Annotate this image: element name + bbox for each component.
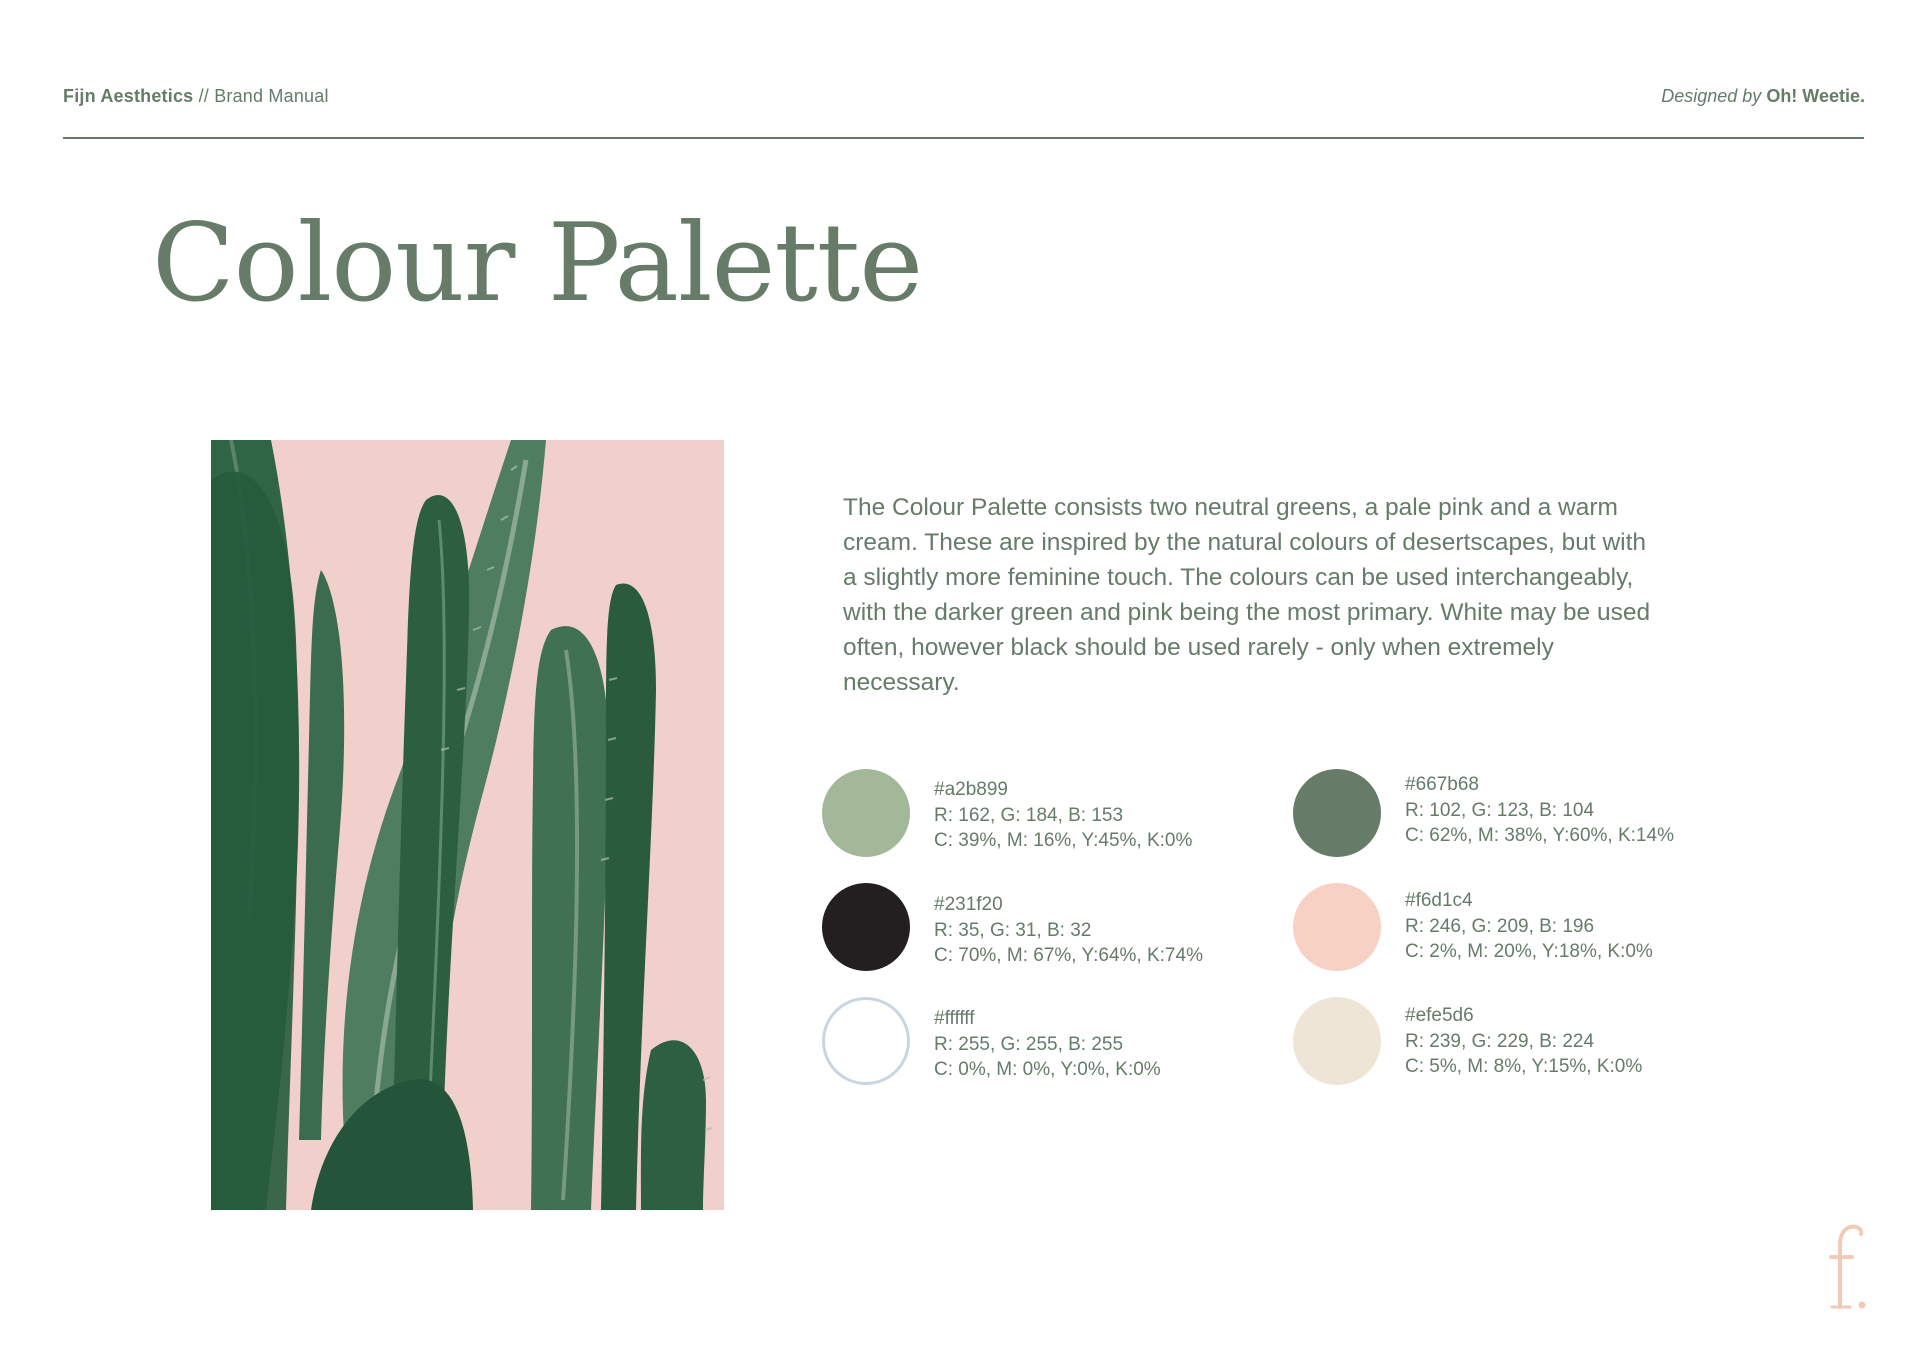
swatch-hex: #ffffff bbox=[934, 1008, 975, 1029]
swatch-rgb: R: 246, G: 209, B: 196 bbox=[1405, 915, 1595, 937]
header-credit bbox=[1661, 86, 1865, 107]
swatch-info-dark-green bbox=[1405, 772, 1674, 849]
swatch-hex: #a2b899 bbox=[934, 779, 1008, 800]
swatch-cmyk: C: 5%, M: 8%, Y:15%, K:0% bbox=[1405, 1056, 1643, 1077]
cactus-photo bbox=[211, 440, 724, 1210]
swatch-rgb: R: 255, G: 255, B: 255 bbox=[934, 1033, 1124, 1055]
swatch-info-white bbox=[934, 1006, 1161, 1083]
swatch-info-pale-pink bbox=[1405, 888, 1653, 965]
swatch-rgb: R: 35, G: 31, B: 32 bbox=[934, 919, 1092, 941]
header-separator: // bbox=[193, 86, 215, 106]
header-divider bbox=[63, 137, 1864, 139]
swatch-hex: #f6d1c4 bbox=[1405, 890, 1473, 911]
swatch-black bbox=[822, 883, 910, 971]
header-brand-line bbox=[63, 86, 329, 107]
palette-description: The Colour Palette consists two neutral greens, a pale pink and a warm cream. These are inspired by the natural colours of desertscapes, but with a slightly more feminine touch. The colours can be used interchangeably, with the darker green and pink being the most primary. White may be used often, however black should be used rarely - only when extremely necessary. bbox=[843, 494, 1651, 696]
brand-name: Fijn Aesthetics bbox=[63, 86, 194, 106]
swatch-rgb: R: 102, G: 123, B: 104 bbox=[1405, 799, 1595, 821]
page-title: Colour Palette bbox=[152, 201, 923, 326]
swatch-cmyk: C: 70%, M: 67%, Y:64%, K:74% bbox=[934, 945, 1203, 966]
swatch-info-sage-green bbox=[934, 777, 1192, 854]
swatch-info-black bbox=[934, 892, 1203, 969]
swatch-warm-cream bbox=[1293, 997, 1381, 1085]
swatch-pale-pink bbox=[1293, 883, 1381, 971]
swatch-rgb: R: 162, G: 184, B: 153 bbox=[934, 804, 1124, 826]
swatch-info-warm-cream bbox=[1405, 1003, 1642, 1080]
designed-by-label: Designed by bbox=[1661, 86, 1767, 106]
swatch-dark-green bbox=[1293, 769, 1381, 857]
swatch-cmyk: C: 0%, M: 0%, Y:0%, K:0% bbox=[934, 1059, 1161, 1080]
swatch-white bbox=[822, 997, 910, 1085]
swatch-cmyk: C: 62%, M: 38%, Y:60%, K:14% bbox=[1405, 825, 1674, 846]
swatch-cmyk: C: 39%, M: 16%, Y:45%, K:0% bbox=[934, 830, 1193, 851]
swatch-hex: #231f20 bbox=[934, 894, 1003, 915]
swatch-sage-green bbox=[822, 769, 910, 857]
brand-logo-mark bbox=[1826, 1223, 1876, 1318]
swatch-hex: #efe5d6 bbox=[1405, 1005, 1474, 1026]
swatch-hex: #667b68 bbox=[1405, 774, 1479, 795]
swatch-rgb: R: 239, G: 229, B: 224 bbox=[1405, 1030, 1595, 1052]
designer-name: Oh! Weetie. bbox=[1766, 86, 1865, 106]
swatch-cmyk: C: 2%, M: 20%, Y:18%, K:0% bbox=[1405, 941, 1653, 962]
document-title: Brand Manual bbox=[214, 86, 329, 106]
